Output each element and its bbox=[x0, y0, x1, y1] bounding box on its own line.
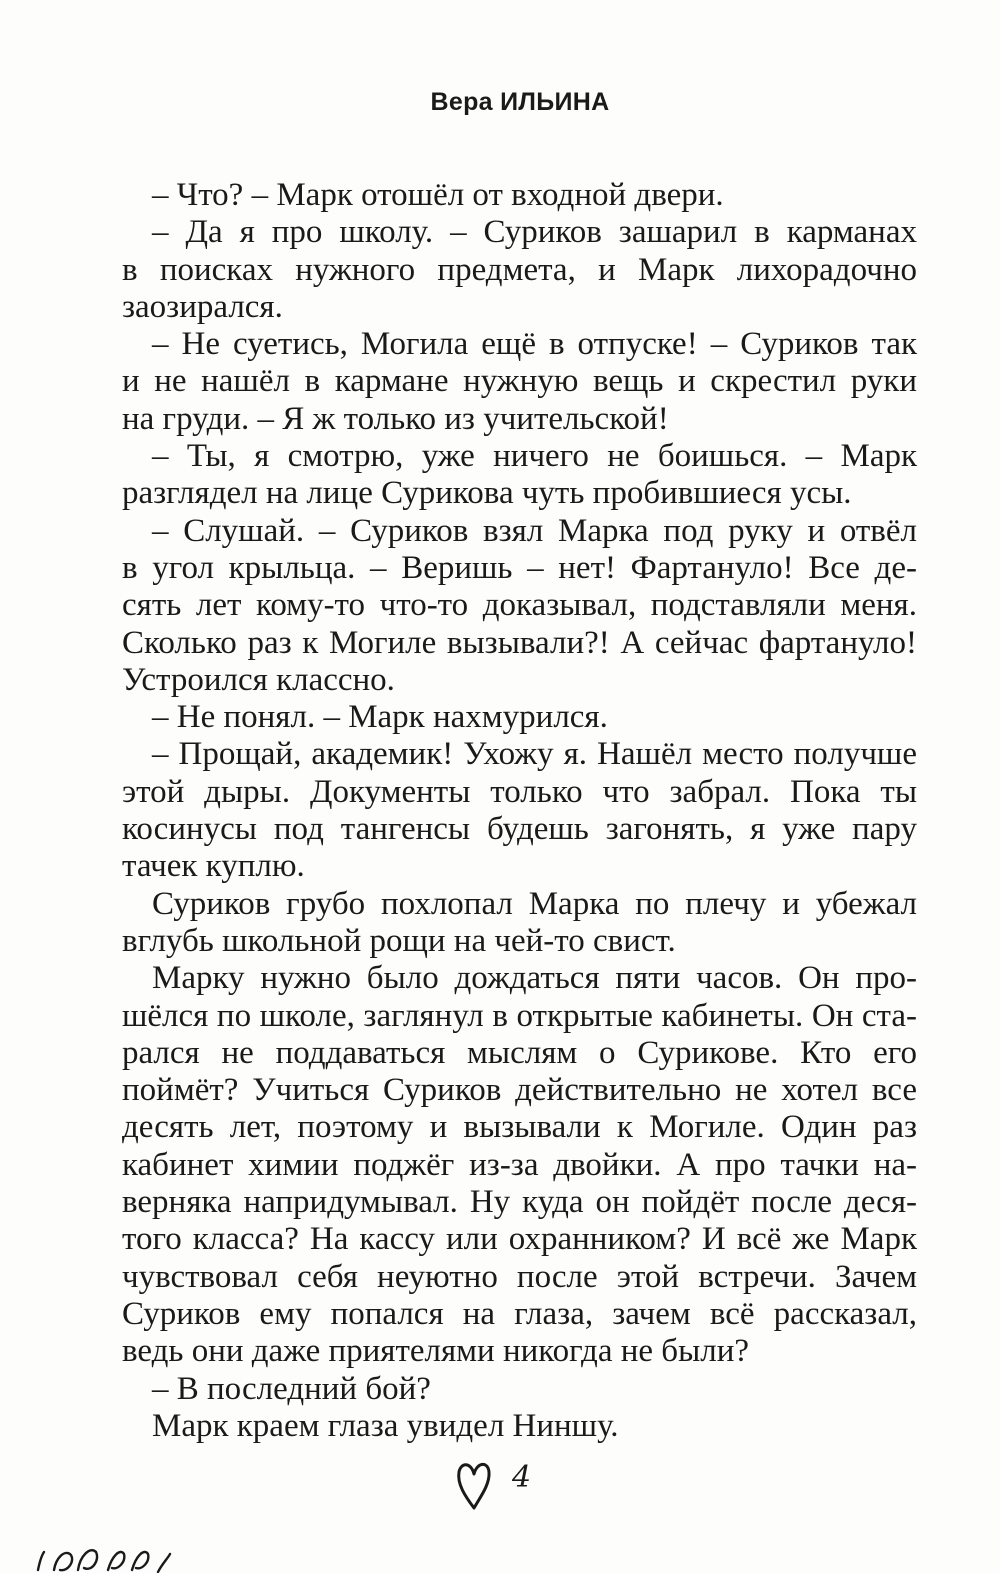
text-line: поймёт? Учиться Суриков действительно не хотел все bbox=[122, 1072, 917, 1109]
text-line: верняка напридумывал. Ну куда он пойдёт после деся- bbox=[122, 1184, 917, 1221]
text-line: тачек куплю. bbox=[122, 848, 305, 885]
text-line: этой дыры. Документы только что забрал. Пока ты bbox=[122, 773, 917, 810]
text-line: Марк краем глаза увидел Ниншу. bbox=[152, 1407, 619, 1444]
text-line: Суриков ему попался на глаза, зачем всё рассказал, bbox=[122, 1295, 917, 1332]
author-first-name: Вера bbox=[430, 88, 493, 116]
text-line: – Не суетись, Могила ещё в отпуске! – Суриков так bbox=[152, 326, 917, 363]
running-header bbox=[0, 88, 1000, 117]
text-line: – В последний бой? bbox=[152, 1370, 431, 1407]
text-line: – Что? – Марк отошёл от входной двери. bbox=[152, 177, 724, 213]
author-last-name: ИЛЬИНА bbox=[500, 88, 610, 116]
text-line: чувствовал себя неуютно после этой встречи. Зачем bbox=[122, 1258, 917, 1295]
text-line: в угол крыльца. – Веришь – нет! Фартануло! Все де- bbox=[122, 549, 917, 586]
text-line: десять лет, поэтому и вызывали к Могиле. Один раз bbox=[122, 1109, 917, 1146]
text-line: косинусы под тангенсы будешь загонять, я уже пару bbox=[122, 811, 917, 848]
text-line: разглядел на лице Сурикова чуть пробившиеся усы. bbox=[122, 475, 852, 512]
text-line: заозирался. bbox=[122, 288, 283, 325]
text-line: на груди. – Я ж только из учительской! bbox=[122, 400, 669, 437]
text-line: шёлся по школе, заглянул в открытые кабинеты. Он ста- bbox=[122, 997, 917, 1034]
handwritten-doodle bbox=[20, 1500, 200, 1573]
text-line: ведь они даже приятелями никогда не были? bbox=[122, 1333, 750, 1370]
body-text bbox=[122, 177, 917, 1445]
text-line: и не нашёл в кармане нужную вещь и скрестил руки bbox=[122, 363, 917, 400]
text-line: Суриков грубо похлопал Марка по плечу и убежал bbox=[152, 885, 917, 922]
text-line: кабинет химии поджёг из-за двойки. А про тачки на- bbox=[122, 1146, 917, 1183]
text-line: сять лет кому-то что-то доказывал, подставляли меня. bbox=[122, 587, 917, 624]
text-line: Марку нужно было дождаться пяти часов. Он про- bbox=[152, 960, 917, 997]
text-line: – Не понял. – Марк нахмурился. bbox=[152, 699, 608, 736]
text-line: Сколько раз к Могиле вызывали?! А сейчас фартануло! bbox=[122, 624, 917, 661]
heart-outline-icon bbox=[455, 1458, 493, 1512]
text-line: – Да я про школу. – Суриков зашарил в карманах bbox=[152, 214, 917, 251]
text-line: рался не поддаваться мыслям о Сурикове. Кто его bbox=[122, 1034, 917, 1071]
text-line: Устроился классно. bbox=[122, 661, 395, 698]
text-line: – Ты, я смотрю, уже ничего не боишься. – Марк bbox=[152, 438, 917, 475]
text-line: вглубь школьной рощи на чей-то свист. bbox=[122, 922, 676, 959]
text-line: в поисках нужного предмета, и Марк лихорадочно bbox=[122, 251, 917, 288]
text-line: того класса? На кассу или охранником? И всё же Марк bbox=[122, 1221, 917, 1258]
text-line: – Прощай, академик! Ухожу я. Нашёл место получше bbox=[152, 736, 917, 773]
page-number: 4 bbox=[512, 1460, 532, 1495]
text-line: – Слушай. – Суриков взял Марка под руку и отвёл bbox=[152, 512, 917, 549]
